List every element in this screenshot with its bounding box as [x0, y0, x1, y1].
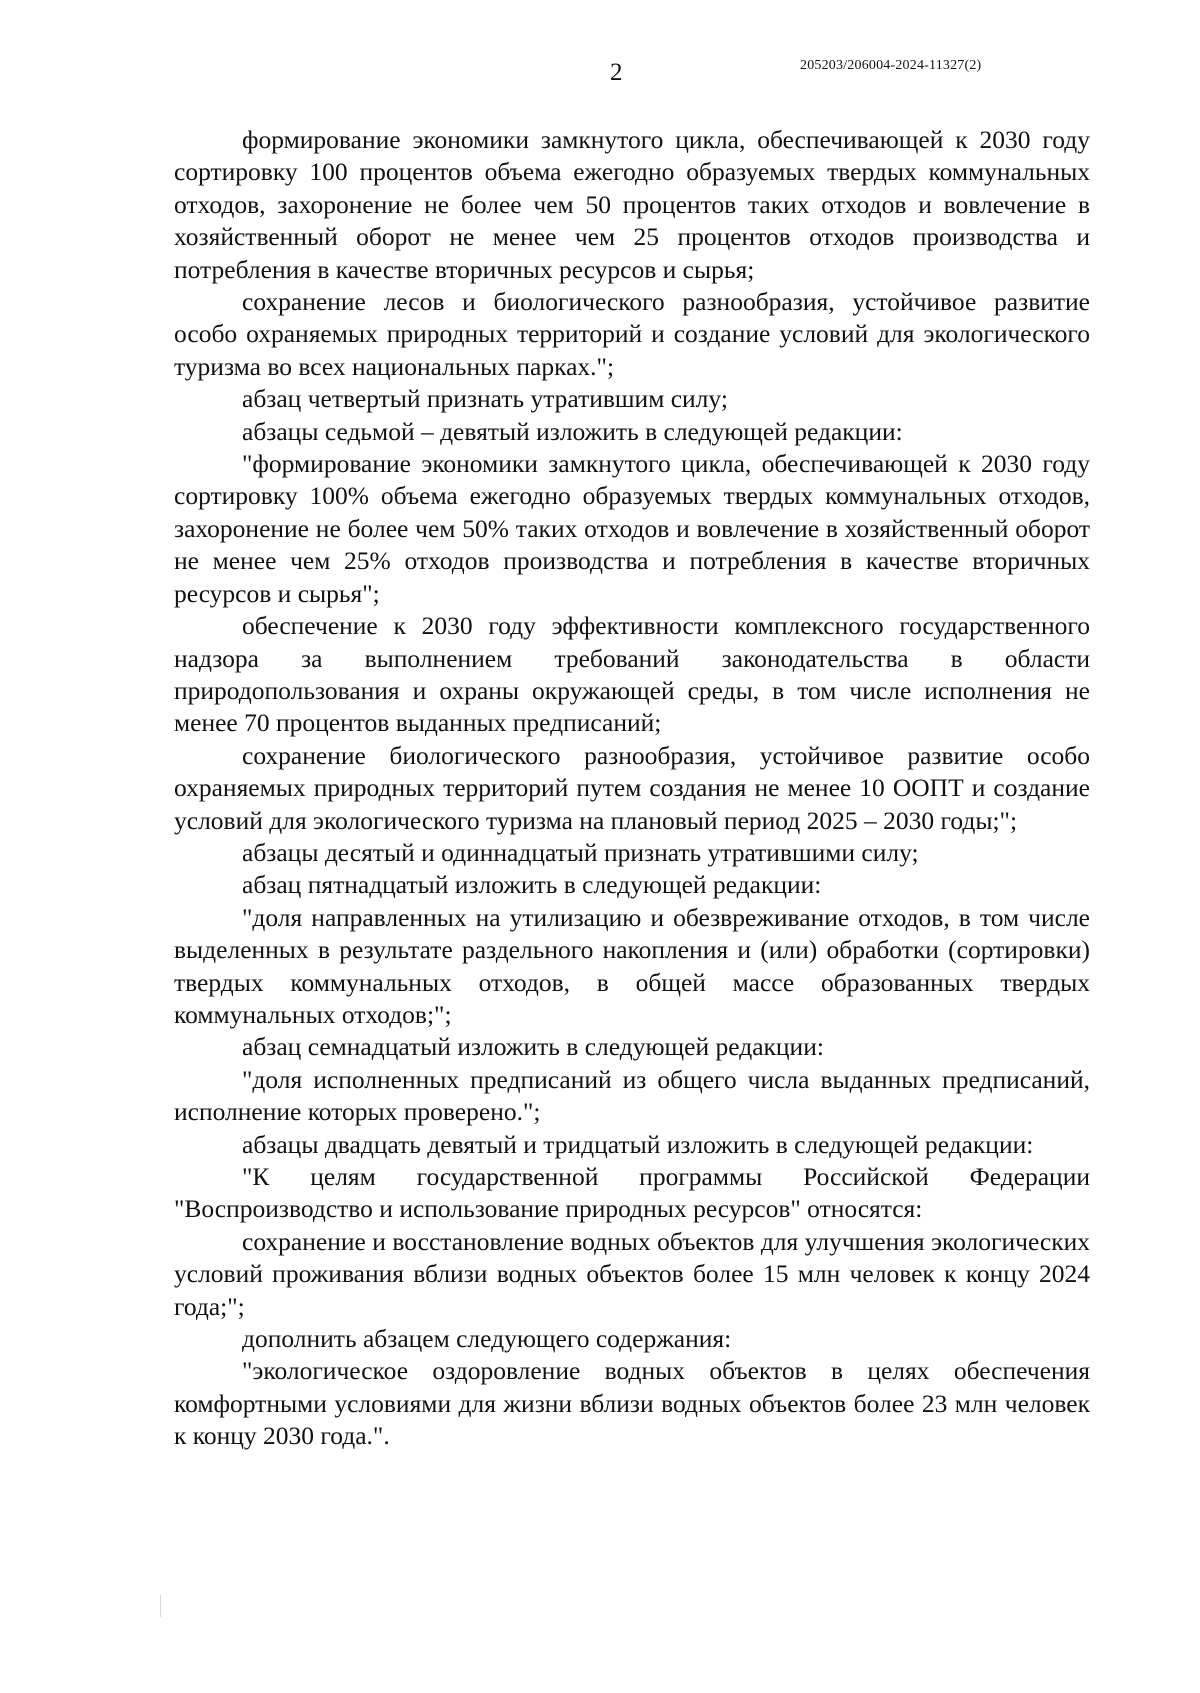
paragraph-13: абзацы двадцать девятый и тридцатый изложить в следующей редакции:	[242, 1129, 1034, 1159]
paragraph-11: абзац семнадцатый изложить в следующей редакции:	[242, 1032, 824, 1062]
paragraph-6: обеспечение к 2030 году эффективности комплексного государственного надзора за выполнением требований законодательства в области природопользования и охраны окружающей среды, в том числе исполнения не менее 70 процентов выданных предписаний;	[174, 611, 1090, 738]
paragraph-1: формирование экономики замкнутого цикла, обеспечивающей к 2030 году сортировку 100 процентов объема ежегодно образуемых твердых коммунальных отходов, захоронение не более чем 50 процентов таких отходов и вовлечение в хозяйственный оборот не менее чем 25 процентов отходов производства и потребления в качестве вторичных ресурсов и сырья;	[174, 125, 1090, 284]
paragraph-14: "К целям государственной программы Российской Федерации "Воспроизводство и использование природных ресурсов" относятся:	[174, 1162, 1090, 1224]
paragraph-10: "доля направленных на утилизацию и обезвреживание отходов, в том числе выделенных в результате раздельного накопления и (или) обработки (сортировки) твердых коммунальных отходов, в общей массе образованных твердых коммунальных отходов;";	[174, 902, 1090, 1029]
paragraph-8: абзацы десятый и одиннадцатый признать утратившими силу;	[242, 837, 919, 867]
paragraph-9: абзац пятнадцатый изложить в следующей редакции:	[242, 870, 822, 900]
paragraph-5: "формирование экономики замкнутого цикла, обеспечивающей к 2030 году сортировку 100% объема ежегодно образуемых твердых коммунальных отходов, захоронение не более чем 50% таких отходов и вовлечение в хозяйственный оборот не менее чем 25% отходов производства и потребления в качестве вторичных ресурсов и сырья";	[174, 449, 1090, 608]
paragraph-12: "доля исполненных предписаний из общего числа выданных предписаний, исполнение которых проверено.";	[174, 1064, 1090, 1127]
paragraph-17: "экологическое оздоровление водных объектов в целях обеспечения комфортными условиями для жизни вблизи водных объектов более 23 млн человек к концу 2030 года.".	[174, 1356, 1090, 1451]
paragraph-2: сохранение лесов и биологического разнообразия, устойчивое развитие особо охраняемых природных территорий и создание условий для экологического туризма во всех национальных парках.";	[174, 287, 1090, 381]
scan-margin-mark	[160, 1595, 161, 1617]
document-body	[174, 124, 1090, 1453]
paragraph-4: абзацы седьмой – девятый изложить в следующей редакции:	[242, 416, 903, 446]
paragraph-3: абзац четвертый признать утратившим силу;	[242, 384, 728, 414]
page-number: 2	[610, 59, 623, 86]
paragraph-15: сохранение и восстановление водных объектов для улучшения экологических условий проживания вблизи водных объектов более 15 млн человек к концу 2024 года;";	[174, 1226, 1090, 1321]
paragraph-7: сохранение биологического разнообразия, устойчивое развитие особо охраняемых природных территорий путем создания не менее 10 ООПТ и создание условий для экологического туризма на плановый период 2025 – 2030 годы;";	[174, 740, 1090, 835]
document-id: 205203/206004-2024-11327(2)	[800, 58, 982, 73]
paragraph-16: дополнить абзацем следующего содержания:	[242, 1324, 732, 1354]
